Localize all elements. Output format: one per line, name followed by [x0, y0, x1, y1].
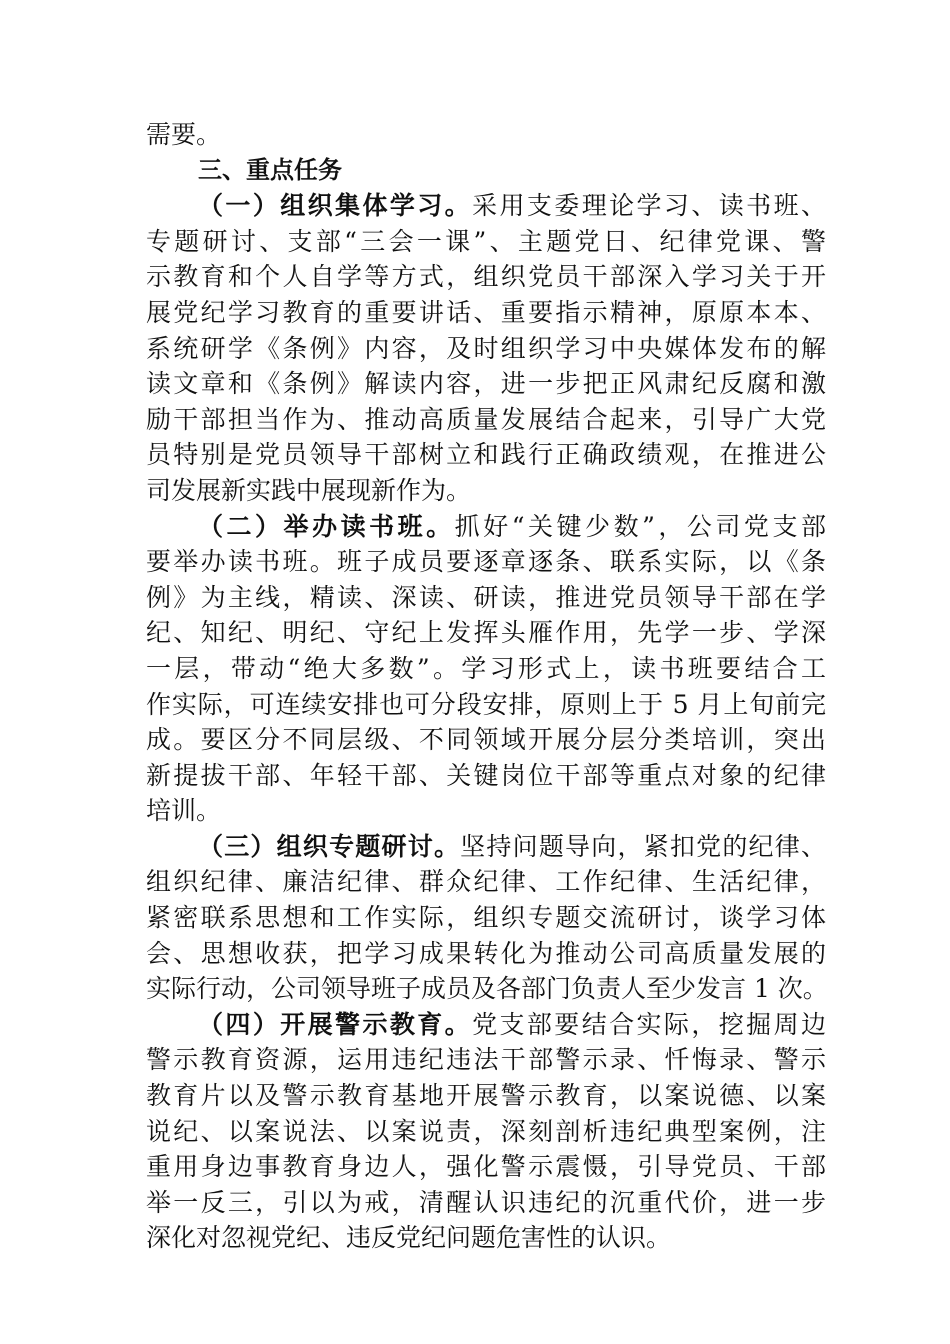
paragraph-line: 示教育和个人自学等方式，组织党员干部深入学习关于开	[146, 262, 826, 292]
subsection-title: （二）举办读书班。	[198, 511, 455, 541]
document-body	[146, 117, 826, 1256]
subsection-title: （三）组织专题研讨。	[198, 831, 461, 861]
paragraph-line: 需要。	[146, 120, 222, 149]
paragraph-line: 系统研学《条例》内容，及时组织学习中央媒体发布的解	[146, 333, 826, 363]
paragraph-line: 教育片以及警示教育基地开展警示教育，以案说德、以案	[146, 1081, 826, 1111]
paragraph-line: 要举办读书班。班子成员要逐章逐条、联系实际，以《条	[146, 547, 826, 577]
paragraph-text: 抓好“关键少数”，公司党支部	[454, 511, 826, 541]
paragraph-line	[146, 188, 826, 224]
paragraph-line: 警示教育资源，运用违纪违法干部警示录、忏悔录、警示	[146, 1045, 826, 1075]
paragraph-line: 组织纪律、廉洁纪律、群众纪律、工作纪律、生活纪律，	[146, 867, 826, 897]
paragraph-line: 司发展新实践中展现新作为。	[146, 475, 472, 505]
paragraph-text: 坚持问题导向，紧扣党的纪律、	[460, 831, 826, 861]
paragraph-line	[146, 509, 826, 545]
paragraph-line: 专题研讨、支部“三会一课”、主题党日、纪律党课、警	[146, 226, 826, 256]
paragraph-line: 培训。	[146, 796, 222, 826]
paragraph-line: 重用身边事教育身边人，强化警示震慑，引导党员、干部	[146, 1152, 826, 1182]
paragraph-line: 员特别是党员领导干部树立和践行正确政绩观，在推进公	[146, 440, 826, 470]
paragraph-line	[146, 1007, 826, 1043]
paragraph-line: 例》为主线，精读、深读、研读，推进党员领导干部在学	[146, 582, 826, 612]
paragraph-line: 作实际，可连续安排也可分段安排，原则上于 5 月上旬前完	[146, 689, 826, 719]
paragraph-line: 举一反三，引以为戒，清醒认识违纪的沉重代价，进一步	[146, 1187, 826, 1217]
paragraph-line: 纪、知纪、明纪、守纪上发挥头雁作用，先学一步、学深	[146, 618, 826, 648]
paragraph-line: 会、思想收获，把学习成果转化为推动公司高质量发展的	[146, 938, 826, 968]
paragraph-line: 说纪、以案说法、以案说责，深刻剖析违纪典型案例，注	[146, 1116, 826, 1146]
paragraph-line: 成。要区分不同层级、不同领域开展分层分类培训，突出	[146, 725, 826, 755]
paragraph-text: 采用支委理论学习、读书班、	[472, 191, 826, 221]
paragraph-line: 一层，带动“绝大多数”。学习形式上，读书班要结合工	[146, 653, 826, 683]
paragraph-text: 党支部要结合实际，挖掘周边	[472, 1009, 826, 1039]
subsection-title: （一）组织集体学习。	[198, 191, 473, 221]
paragraph-line: 读文章和《条例》解读内容，进一步把正风肃纪反腐和激	[146, 369, 826, 399]
paragraph-line: 新提拔干部、年轻干部、关键岗位干部等重点对象的纪律	[146, 760, 826, 790]
section-heading: 三、重点任务	[198, 155, 342, 184]
paragraph-line: 深化对忽视党纪、违反党纪问题危害性的认识。	[146, 1223, 672, 1253]
paragraph-line	[146, 829, 826, 865]
paragraph-line: 紧密联系思想和工作实际，组织专题交流研讨，谈学习体	[146, 903, 826, 933]
paragraph-line: 展党纪学习教育的重要讲话、重要指示精神，原原本本、	[146, 297, 826, 327]
subsection-title: （四）开展警示教育。	[198, 1009, 473, 1039]
paragraph-line: 实际行动，公司领导班子成员及各部门负责人至少发言 1 次。	[146, 974, 828, 1004]
paragraph-line: 励干部担当作为、推动高质量发展结合起来，引导广大党	[146, 404, 826, 434]
